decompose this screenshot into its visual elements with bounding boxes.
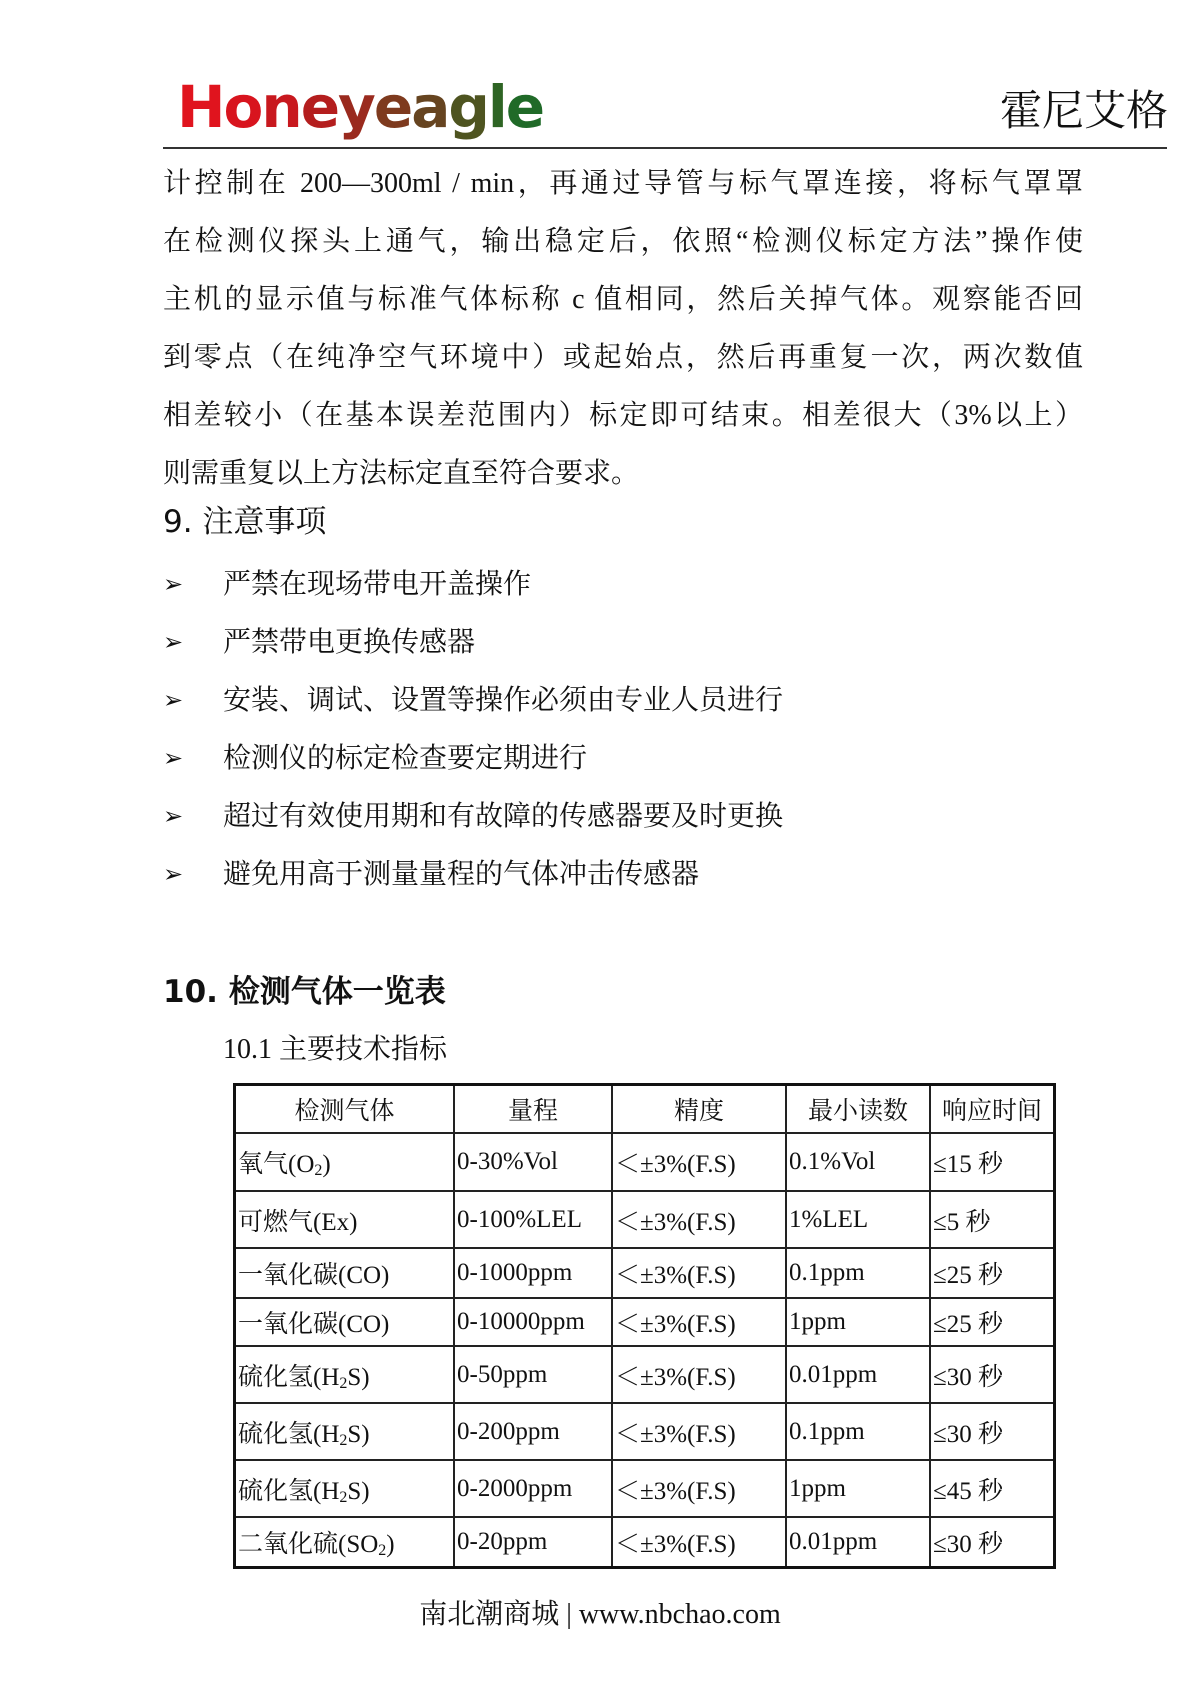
cell-gas (235, 1133, 455, 1191)
gas-spec-table (233, 1083, 1056, 1569)
table-row (235, 1460, 1055, 1517)
arrow-bullet-icon: ➢ (163, 630, 184, 656)
logo-letter: H (177, 73, 224, 141)
logo-letter: a (411, 73, 449, 141)
table-header-row (235, 1085, 1055, 1134)
paragraph-line: 主机的显示值与标准气体标称 c 值相同，然后关掉气体。观察能否回 (163, 284, 1083, 315)
cell-accuracy: ＜±3%(F.S) (612, 1403, 786, 1460)
gas-name-tail: ) (386, 1530, 395, 1558)
gas-name: 一氧化碳(CO) (238, 1262, 390, 1289)
cell-accuracy: ＜±3%(F.S) (612, 1346, 786, 1403)
table-row (235, 1346, 1055, 1403)
cell-min-reading: 0.01ppm (786, 1517, 930, 1567)
cell-response-time: ≤25 秒 (930, 1298, 1055, 1346)
cell-gas (235, 1346, 455, 1403)
cell-min-reading: 1%LEL (786, 1191, 930, 1248)
arrow-bullet-icon: ➢ (163, 688, 184, 714)
gas-name-tail: ) (322, 1151, 331, 1178)
cell-gas (235, 1460, 455, 1517)
list-item (163, 792, 783, 850)
gas-name-tail: S) (347, 1363, 370, 1391)
cell-min-reading: 0.1ppm (786, 1248, 930, 1298)
cell-gas (235, 1248, 455, 1298)
logo-letter: e (373, 73, 412, 141)
list-item-text: 安装、调试、设置等操作必须由专业人员进行 (223, 685, 784, 716)
list-item (163, 734, 783, 792)
cell-gas (235, 1298, 455, 1346)
cell-range: 0-50ppm (454, 1346, 612, 1403)
cell-response-time: ≤15 秒 (930, 1133, 1055, 1191)
table-row (235, 1517, 1055, 1567)
cell-response-time: ≤45 秒 (930, 1460, 1055, 1517)
cell-accuracy: ＜±3%(F.S) (612, 1133, 786, 1191)
logo-letter: l (487, 73, 506, 141)
cell-response-time: ≤30 秒 (930, 1517, 1055, 1567)
brand-logo (177, 74, 543, 140)
list-item-text: 检测仪的标定检查要定期进行 (223, 743, 588, 774)
gas-subscript: 2 (339, 1374, 348, 1392)
logo-letter: g (448, 73, 488, 141)
paragraph-line: 计控制在 200—300ml / min，再通过导管与标气罩连接，将标气罩罩 (163, 168, 1083, 199)
gas-subscript: 2 (339, 1488, 348, 1506)
precautions-list (163, 560, 783, 908)
cell-range: 0-2000ppm (454, 1460, 612, 1517)
cell-min-reading: 1ppm (786, 1460, 930, 1517)
cell-response-time: ≤30 秒 (930, 1403, 1055, 1460)
list-item-text: 严禁带电更换传感器 (223, 627, 476, 658)
gas-name: 硫化氢(H (238, 1363, 340, 1391)
section-9-heading: 9. 注意事项 (163, 504, 327, 540)
cell-gas (235, 1517, 455, 1567)
cell-accuracy: ＜±3%(F.S) (612, 1191, 786, 1248)
cell-gas (235, 1403, 455, 1460)
table-body (235, 1133, 1055, 1567)
list-item-text: 超过有效使用期和有故障的传感器要及时更换 (223, 801, 784, 832)
gas-name: 二氧化硫(SO (238, 1530, 379, 1558)
logo-letter: n (261, 73, 301, 141)
header-divider (163, 147, 1167, 149)
logo-letter: o (223, 73, 262, 141)
cell-min-reading: 0.1ppm (786, 1403, 930, 1460)
cell-gas (235, 1191, 455, 1248)
list-item-text: 避免用高于测量量程的气体冲击传感器 (223, 859, 700, 890)
list-item (163, 560, 783, 618)
table-row (235, 1248, 1055, 1298)
gas-name-tail: S) (347, 1420, 370, 1448)
column-header-range: 量程 (454, 1085, 612, 1134)
list-item (163, 850, 783, 908)
gas-name: 氧气(O (238, 1151, 315, 1178)
gas-subscript: 2 (339, 1431, 348, 1449)
cell-range: 0-30%Vol (454, 1133, 612, 1191)
gas-name: 硫化氢(H (238, 1477, 340, 1505)
cell-accuracy: ＜±3%(F.S) (612, 1460, 786, 1517)
list-item-text: 严禁在现场带电开盖操作 (223, 569, 532, 600)
column-header-min-reading: 最小读数 (786, 1085, 930, 1134)
table-row (235, 1403, 1055, 1460)
table-row (235, 1298, 1055, 1346)
paragraph-line: 则需重复以上方法标定直至符合要求。 (163, 458, 640, 489)
column-header-gas: 检测气体 (235, 1085, 455, 1134)
table-row (235, 1133, 1055, 1191)
section-10-heading: 10. 检测气体一览表 (163, 974, 446, 1010)
arrow-bullet-icon: ➢ (163, 572, 184, 598)
column-header-accuracy: 精度 (612, 1085, 786, 1134)
cell-min-reading: 1ppm (786, 1298, 930, 1346)
list-item (163, 676, 783, 734)
cell-min-reading: 0.1%Vol (786, 1133, 930, 1191)
column-header-response-time: 响应时间 (930, 1085, 1055, 1134)
gas-subscript: 2 (378, 1541, 387, 1559)
cell-range: 0-20ppm (454, 1517, 612, 1567)
paragraph-line: 在检测仪探头上通气，输出稳定后，依照“检测仪标定方法”操作使 (163, 226, 1083, 257)
cell-range: 0-100%LEL (454, 1191, 612, 1248)
cell-accuracy: ＜±3%(F.S) (612, 1517, 786, 1567)
table-row (235, 1191, 1055, 1248)
cell-range: 0-200ppm (454, 1403, 612, 1460)
calibration-paragraph (163, 155, 1083, 503)
gas-subscript: 2 (314, 1162, 323, 1179)
paragraph-line: 相差较小（在基本误差范围内）标定即可结束。相差很大（3%以上） (163, 400, 1083, 431)
arrow-bullet-icon: ➢ (163, 804, 184, 830)
logo-letter: y (338, 73, 374, 141)
cell-range: 0-10000ppm (454, 1298, 612, 1346)
page-footer: 南北潮商城 | www.nbchao.com (419, 1599, 781, 1630)
gas-name: 可燃气(Ex) (238, 1208, 358, 1236)
arrow-bullet-icon: ➢ (163, 746, 184, 772)
cell-range: 0-1000ppm (454, 1248, 612, 1298)
gas-name: 一氧化碳(CO) (238, 1311, 390, 1338)
logo-letter: e (505, 73, 544, 141)
logo-letter: e (300, 73, 339, 141)
cell-response-time: ≤5 秒 (930, 1191, 1055, 1248)
cell-accuracy: ＜±3%(F.S) (612, 1248, 786, 1298)
gas-name: 硫化氢(H (238, 1420, 340, 1448)
cell-response-time: ≤25 秒 (930, 1248, 1055, 1298)
cell-accuracy: ＜±3%(F.S) (612, 1298, 786, 1346)
arrow-bullet-icon: ➢ (163, 862, 184, 888)
gas-name-tail: S) (347, 1477, 370, 1505)
cell-min-reading: 0.01ppm (786, 1346, 930, 1403)
list-item (163, 618, 783, 676)
paragraph-line: 到零点（在纯净空气环境中）或起始点，然后再重复一次，两次数值 (163, 342, 1083, 373)
cell-response-time: ≤30 秒 (930, 1346, 1055, 1403)
section-10-1-heading: 10.1 主要技术指标 (223, 1034, 448, 1065)
brand-chinese-name: 霍尼艾格 (999, 86, 1168, 135)
